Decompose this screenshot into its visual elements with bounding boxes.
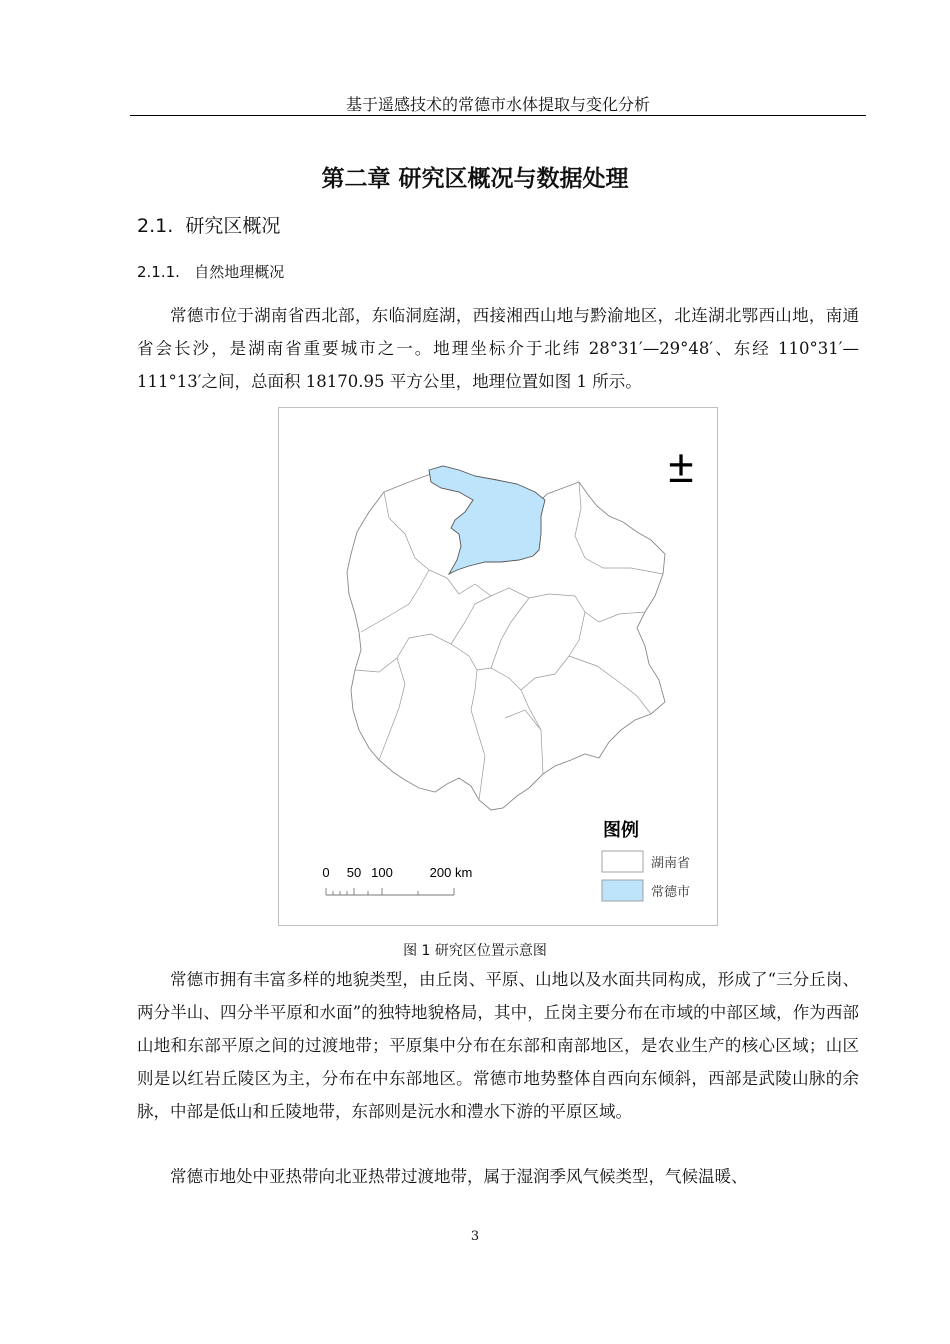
paragraph-climate: 常德市地处中亚热带向北亚热带过渡地带，属于湿润季风气候类型，气候温暖、: [170, 1167, 748, 1186]
scale-label-50: 50: [346, 865, 362, 880]
north-arrow-icon: ±: [668, 440, 694, 492]
chapter-title: 第二章 研究区概况与数据处理: [321, 166, 629, 192]
section-title: 研究区概况: [185, 215, 281, 237]
page-number: 3: [470, 1229, 480, 1244]
legend-swatch-changde: [602, 880, 643, 901]
subsection-title: 自然地理概况: [194, 263, 285, 281]
scale-label-100: 100: [371, 865, 393, 880]
header-rule: [130, 115, 866, 116]
scale-label-0: 0: [322, 865, 330, 880]
figure-caption: 图 1 研究区位置示意图: [403, 943, 547, 959]
paragraph-location: 常德市位于湖南省西北部，东临洞庭湖，西接湘西山地与黔渝地区，北连湖北鄂西山地，南通省会长沙，是湖南省重要城市之一。地理坐标介于北纬 28°31′—29°48′、东经 110°31′—111°13′之间，总面积 18170.95 平方公里，地理位置如图 1 所示。: [137, 306, 859, 391]
scale-bar: [322, 865, 472, 895]
legend-label-hunan: 湖南省: [651, 855, 691, 870]
paragraph-landform: 常德市拥有丰富多样的地貌类型，由丘岗、平原、山地以及水面共同构成，形成了“三分丘岗、两分半山、四分半平原和水面”的独特地貌格局，其中，丘岗主要分布在市域的中部区域，作为西部山地和东部平原之间的过渡地带；平原集中分布在东部和南部地区，是农业生产的核心区域；山区则是以红岩丘陵区为主，分布在中东部地区。常德市地势整体自西向东倾斜，西部是武陵山脉的余脉，中部是低山和丘陵地带，东部则是沅水和澧水下游的平原区域。: [137, 970, 859, 1121]
subsection-heading: [137, 261, 284, 282]
legend-label-changde: 常德市: [651, 884, 691, 899]
legend: [602, 819, 690, 901]
section-number: 2.1.: [137, 215, 174, 237]
subsection-number: 2.1.1.: [137, 263, 180, 281]
section-heading: [137, 211, 280, 238]
running-header: 基于遥感技术的常德市水体提取与变化分析: [345, 95, 650, 114]
legend-swatch-hunan: [602, 851, 643, 872]
legend-title: 图例: [603, 820, 639, 840]
figure-map: [278, 407, 718, 926]
scale-label-200: 200 km: [429, 865, 473, 880]
